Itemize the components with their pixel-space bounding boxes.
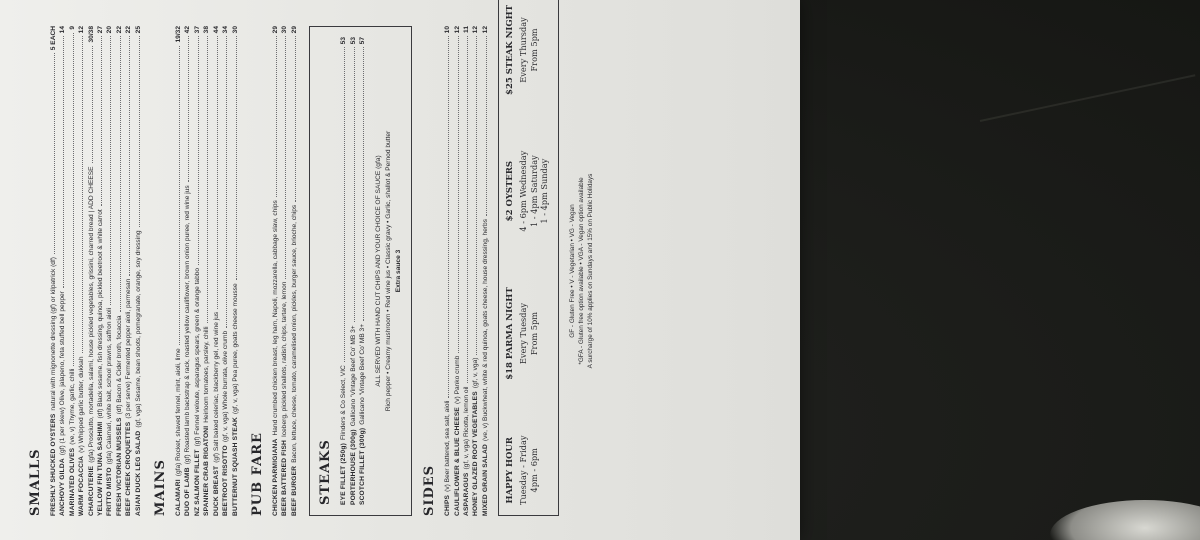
item-price: 53: [349, 37, 357, 45]
item-desc: (gf, v, vga) Ricotta, lemon oil: [462, 386, 470, 470]
dot-leader: [207, 36, 208, 323]
item-price: 12: [472, 26, 480, 34]
dot-leader: [486, 36, 487, 216]
item-desc: Gallicano 'Vintage Beef Co' MB 3+: [358, 323, 366, 425]
item-name: NZ SALMON FILLET: [193, 449, 201, 516]
dot-leader: [179, 46, 180, 346]
dot-leader: [467, 36, 468, 384]
item-price: 20: [106, 26, 114, 34]
menu-list: [49, 26, 143, 516]
item-name: FRITTO MISTO: [106, 467, 114, 516]
menu-item: [87, 26, 96, 516]
menu-item: [134, 26, 143, 516]
special-title: $25 STEAK NIGHT: [505, 5, 516, 95]
item-price: 14: [59, 26, 67, 34]
item-name: MARINATED OLIVES: [68, 447, 76, 516]
item-desc: Hand crumbed chicken breast, leg ham, Napoli, mozzarella, cabbage slaw, chips: [271, 200, 279, 436]
item-desc: (v) Panko crumb: [453, 355, 461, 404]
item-desc: (gfa) Rocket, shaved fennel, mint, aioli, lime: [175, 348, 183, 477]
item-name: SCOTCH FILLET (300g): [358, 427, 366, 505]
dot-leader: [188, 36, 189, 182]
special-line: 1 - 4pm Saturday: [528, 155, 539, 227]
item-desc: (gf) Fennel veloute, asparagus spears, green & orange tabbo: [193, 267, 201, 447]
menu-item: [202, 26, 211, 516]
item-name: ASIAN DUCK LEG SALAD: [134, 430, 142, 516]
menu-item: [481, 26, 490, 516]
menu-item: [77, 26, 86, 516]
dot-leader: [73, 33, 74, 366]
item-price: 53: [340, 37, 348, 45]
section-title: PUB FARE: [249, 432, 265, 516]
dot-leader: [129, 36, 130, 275]
item-name: PORTERHOUSE (300g): [349, 429, 357, 505]
item-desc: (ve, v) Thyme, garlic, chilli: [68, 368, 76, 445]
specials-box: [498, 0, 559, 516]
item-desc: (gf) Roasted lamb backstrap & rack, roasted yellow cauliflower, brown onion puree, red wine jus: [184, 185, 192, 465]
item-desc: natural with mignonette dressing (gf) or kilpatrick (df): [50, 257, 57, 411]
item-desc: (v) Whipped garlic butter, dukkah: [78, 356, 86, 453]
dot-leader: [236, 36, 237, 280]
item-name: BEEF BURGER: [290, 465, 298, 516]
item-price: 25: [134, 26, 142, 34]
section-title: MAINS: [153, 459, 169, 516]
item-price: 30/38: [87, 26, 95, 43]
menu-item: [471, 26, 480, 516]
item-name: BEEF CHEEK CROQUETTES: [125, 421, 133, 516]
item-name: HONEY GLAZED ROOT VEGETABLES: [472, 391, 480, 516]
menu-item: [115, 26, 124, 516]
item-price: 30: [231, 26, 239, 34]
menu-item: [105, 26, 114, 516]
item-price: 12: [78, 26, 86, 34]
menu-item: [221, 26, 230, 516]
menu-item: [443, 26, 452, 516]
item-desc: (df) Black sesame, fish dressing, quinoa, pickled beetroot & white carrot: [97, 209, 105, 419]
table-grain: [980, 74, 1196, 122]
menu-item: [358, 37, 367, 505]
item-desc: Heirloom tomatoes, parsley, chilli: [203, 326, 211, 423]
dot-leader: [198, 36, 199, 265]
dot-leader: [226, 36, 227, 328]
item-desc: Iceberg, pickled shallots, radish, chips, tartare, lemon: [281, 281, 289, 437]
menu-item: [231, 26, 240, 516]
item-name: CALAMARI: [175, 479, 183, 516]
item-price: 5 EACH: [50, 26, 57, 51]
item-desc: (3 per serve) Fermented pepper aioli, parmesan: [125, 278, 133, 419]
menu-item: [96, 26, 105, 516]
menu-item: [49, 26, 58, 516]
special-line: Tuesday - Friday: [518, 435, 529, 505]
menu-item: [212, 26, 221, 516]
menu-item: [290, 26, 299, 516]
item-name: BUTTERNUT SQUASH STEAK: [231, 417, 239, 516]
item-price: 9: [68, 26, 76, 30]
item-price: 19/32: [175, 26, 183, 43]
item-price: 44: [212, 26, 220, 34]
item-price: 30: [281, 26, 289, 34]
section-title: SMALLS: [28, 448, 43, 516]
special-line: From 5pm: [528, 28, 539, 72]
item-price: 12: [481, 26, 489, 34]
special-line: Every Tuesday: [518, 303, 529, 365]
item-price: 11: [462, 26, 470, 33]
item-name: EYE FILLET (250g): [340, 442, 348, 505]
menu-item: [183, 26, 192, 516]
dot-leader: [101, 36, 102, 206]
dot-leader: [285, 36, 286, 278]
dot-leader: [448, 36, 449, 397]
special-title: $2 OYSTERS: [505, 160, 516, 222]
dot-leader: [139, 36, 140, 227]
menu-list: [443, 26, 490, 516]
item-price: 37: [193, 26, 201, 34]
dot-leader: [92, 46, 93, 164]
menu-item: [68, 26, 77, 516]
dot-leader: [110, 36, 111, 305]
item-price: 29: [290, 26, 298, 34]
steak-notes: [374, 37, 403, 505]
item-name: FRESHLY SHUCKED OYSTERS: [50, 413, 57, 516]
item-price: 10: [444, 26, 452, 34]
dot-leader: [217, 36, 218, 308]
item-desc: Flinders & Co Select, VIC: [340, 365, 348, 440]
special-offer: [505, 151, 550, 232]
item-name: DUO OF LAMB: [184, 467, 192, 516]
item-name: WARM FOCACCIA: [78, 455, 86, 516]
item-desc: (gf, vga) Sesame, bean shoots, pomegranate, orange, soy dressing: [134, 230, 142, 428]
item-name: DUCK BREAST: [212, 465, 220, 516]
menu-item: [271, 26, 280, 516]
item-desc: (gf, v, vga): [472, 357, 480, 389]
dot-leader: [54, 53, 55, 254]
item-desc: (gfa) Prosciutto, mortadella, salami, house pickled vegetables, grissini, charred bread | ADD CHEESE: [87, 166, 95, 463]
item-name: BEER BATTERED FISH: [281, 439, 289, 516]
item-name: CAULIFLOWER & BLUE CHEESE: [453, 406, 461, 516]
special-offer: [505, 436, 550, 505]
dot-leader: [276, 36, 277, 197]
special-offer: [505, 287, 550, 379]
special-line: 1 - 4pm Sunday: [539, 158, 550, 224]
steak-note: ALL SERVED WITH HAND CUT CHIPS AND YOUR CHOICE OF SAUCE (gfa): [375, 155, 383, 387]
mains-section: [153, 26, 240, 516]
menu-item: [280, 26, 289, 516]
dot-leader: [344, 47, 345, 362]
item-price: 12: [453, 26, 461, 34]
special-line: 4pm - 6pm: [528, 448, 539, 493]
menu-list: [174, 26, 240, 516]
menu-list: [339, 37, 367, 505]
menu-item: [58, 26, 67, 516]
dot-leader: [363, 47, 364, 321]
item-desc: (gf) Salt baked celeriac, blackberry gel, red wine jus: [212, 311, 220, 463]
dietary-options: *GFA - Gluten free option available • VGA - Vegan option available: [577, 177, 585, 365]
item-name: ANCHOVY GILDA: [59, 458, 67, 516]
special-offer: [505, 5, 550, 95]
menu-item: [193, 26, 202, 516]
item-desc: (ve, v) Buckwheat, white & red quinoa, goats cheese, house dressing, herbs: [481, 218, 489, 442]
menu-item: [462, 26, 471, 516]
dot-leader: [82, 36, 83, 353]
item-price: 42: [184, 26, 192, 34]
item-price: 27: [97, 26, 105, 34]
item-desc: (v) Beer battered, sea salt, aioli: [444, 400, 452, 492]
glass-reflection: [1050, 500, 1200, 540]
item-desc: Gallicano 'Vintage Beef Co' MB 3+: [349, 325, 357, 427]
item-name: CHARCUTERIE: [87, 465, 95, 516]
pub-fare-section: [250, 26, 299, 516]
item-price: 38: [203, 26, 211, 34]
item-name: ASPARAGUS: [462, 472, 470, 516]
sauce-list: Rich pepper • Creamy mushroom • Red wine jus • Classic gravy • Garlic, shallot & Pernod butter: [384, 130, 392, 412]
item-desc: (gf, v, vga) Pea puree, goats cheese mousse: [231, 283, 239, 415]
item-price: 29: [271, 26, 279, 34]
menu-item: [453, 26, 462, 516]
section-title: STEAKS: [318, 439, 334, 505]
item-name: MIXED GRAIN SALAD: [481, 444, 489, 516]
dot-leader: [354, 47, 355, 322]
item-price: 57: [358, 37, 366, 45]
dot-leader: [458, 36, 459, 352]
item-price: 34: [222, 26, 230, 34]
menu-list: [271, 26, 299, 516]
dot-leader: [476, 36, 477, 354]
item-price: 22: [115, 26, 123, 34]
special-line: 4 - 6pm Wednesday: [518, 150, 529, 232]
menu-item: [174, 26, 183, 516]
item-price: 22: [125, 26, 133, 34]
item-name: BEETROOT RISOTTO: [222, 445, 230, 516]
item-desc: (df) Bacon & Cider broth, focaccia: [115, 315, 123, 415]
item-desc: (gfa) Calamari, white bait, school prawns, saffron aioli: [106, 307, 114, 465]
special-title: HAPPY HOUR: [505, 437, 516, 504]
sides-section: [422, 26, 490, 516]
dietary-legend: GF - Gluten Free • V - Vegetarian • VG - Vegan: [568, 204, 576, 338]
special-line: Every Thursday: [518, 17, 529, 83]
dot-leader: [295, 36, 296, 201]
steaks-section: [309, 26, 412, 516]
item-name: FRESH VICTORIAN MUSSELS: [115, 417, 123, 516]
item-name: CHIPS: [444, 494, 452, 516]
surcharge-note: A surcharge of 10% applies on Sundays and 15% on Public Holidays: [586, 173, 594, 369]
item-name: CHICKEN PARMIGIANA: [271, 438, 279, 516]
smalls-section: [28, 26, 143, 516]
item-desc: (gf, v, vga) Whole burrata, olive crumb: [222, 330, 230, 443]
item-name: SPANNER CRAB RIGATONI: [203, 425, 211, 516]
item-desc: (gf) (1 per skew) Olive, jalapeno, feta stuffed bell pepper: [59, 291, 67, 456]
menu-item: [349, 37, 358, 505]
item-desc: Bacon, lettuce, cheese, tomato, caramelised onion, pickles, burger sauce, brioche, chips: [290, 204, 298, 463]
menu-item: [339, 37, 348, 505]
dot-leader: [120, 36, 121, 312]
item-name: YELLOW FIN TUNA SASHIMI: [97, 421, 105, 516]
special-title: $18 PARMA NIGHT: [505, 287, 516, 380]
menu-content: [18, 5, 595, 516]
extra-sauce: Extra sauce 3: [394, 249, 402, 293]
section-title: SIDES: [422, 464, 438, 516]
dot-leader: [63, 36, 64, 288]
menu-footer: [568, 26, 595, 516]
menu-item: [124, 26, 133, 516]
special-line: From 5pm: [528, 312, 539, 356]
